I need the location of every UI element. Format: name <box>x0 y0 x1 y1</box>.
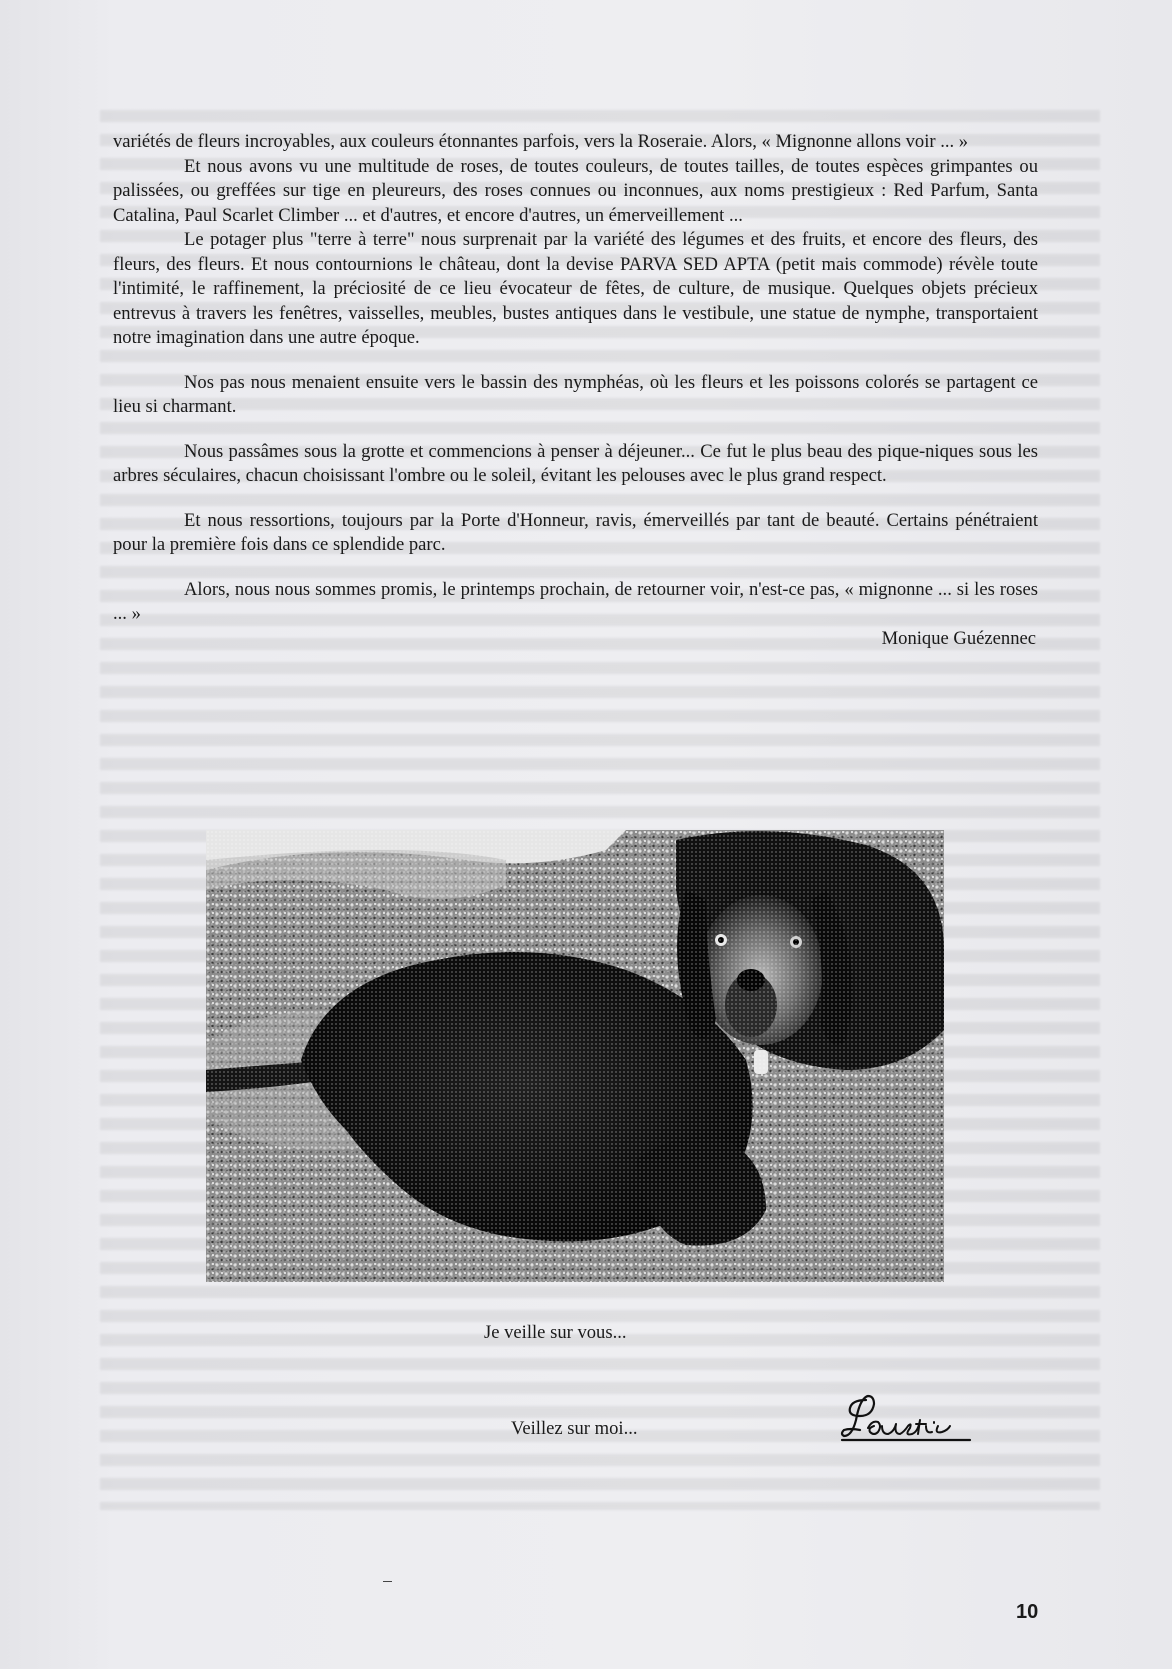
article-author: Monique Guézennec <box>881 627 1036 649</box>
paragraph-6: Et nous ressortions, toujours par la Porte d'Honneur, ravis, émerveillés par tant de beauté. Certains pénétraient pour la première fois dans ce splendide parc. <box>113 509 1038 555</box>
caption-line-1: Je veille sur vous... <box>484 1322 627 1343</box>
loustic-signature <box>838 1390 984 1450</box>
page-number: 10 <box>1016 1601 1039 1623</box>
paragraph-4: Nos pas nous menaient ensuite vers le bassin des nymphéas, où les fleurs et les poissons colorés se partagent ce lieu si charmant. <box>113 371 1038 417</box>
dog-photo <box>206 830 944 1282</box>
paragraph-3: Le potager plus "terre à terre" nous surprenait par la variété des légumes et des fruits, et encore des fleurs, des fleurs, des fleurs. Et nous contournions le château, dont la devise PARVA SED APTA (petit mais commode) révèle toute l'intimité, le raffinement, la préciosité de ce lieu évocateur de fêtes, de culture, de musique. Quelques objets précieux entrevus à travers les fenêtres, vaisselles, meubles, bustes antiques dans le vestibule, une statue de nymphe, transportaient notre imagination dans une autre époque. <box>113 229 1038 348</box>
dog-photo-image <box>206 830 944 1282</box>
paragraph-1: variétés de fleurs incroyables, aux couleurs étonnantes parfois, vers la Roseraie. Alors, « Mignonne allons voir ... » <box>113 131 969 152</box>
article-body <box>113 130 1038 651</box>
paragraph-2: Et nous avons vu une multitude de roses, de toutes couleurs, de toutes tailles, de toutes espèces grimpantes ou palissées, ou greffées sur tige en pleureurs, des roses connues ou inconnues, aux noms prestigieux : Red Parfum, Santa Catalina, Paul Scarlet Climber ... et d'autres, et encore d'autres, un émerveillement ... <box>113 155 1038 226</box>
stray-mark <box>383 1581 392 1582</box>
paragraph-5: Nous passâmes sous la grotte et commencions à penser à déjeuner... Ce fut le plus beau des pique-niques sous les arbres séculaires, chacun choisissant l'ombre ou le soleil, évitant les pelouses avec le plus grand respect. <box>113 440 1038 486</box>
paragraph-7: Alors, nous nous sommes promis, le printemps prochain, de retourner voir, n'est-ce pas, « mignonne ... si les roses ... » <box>113 578 1038 624</box>
caption-line-2: Veillez sur moi... <box>511 1418 638 1439</box>
